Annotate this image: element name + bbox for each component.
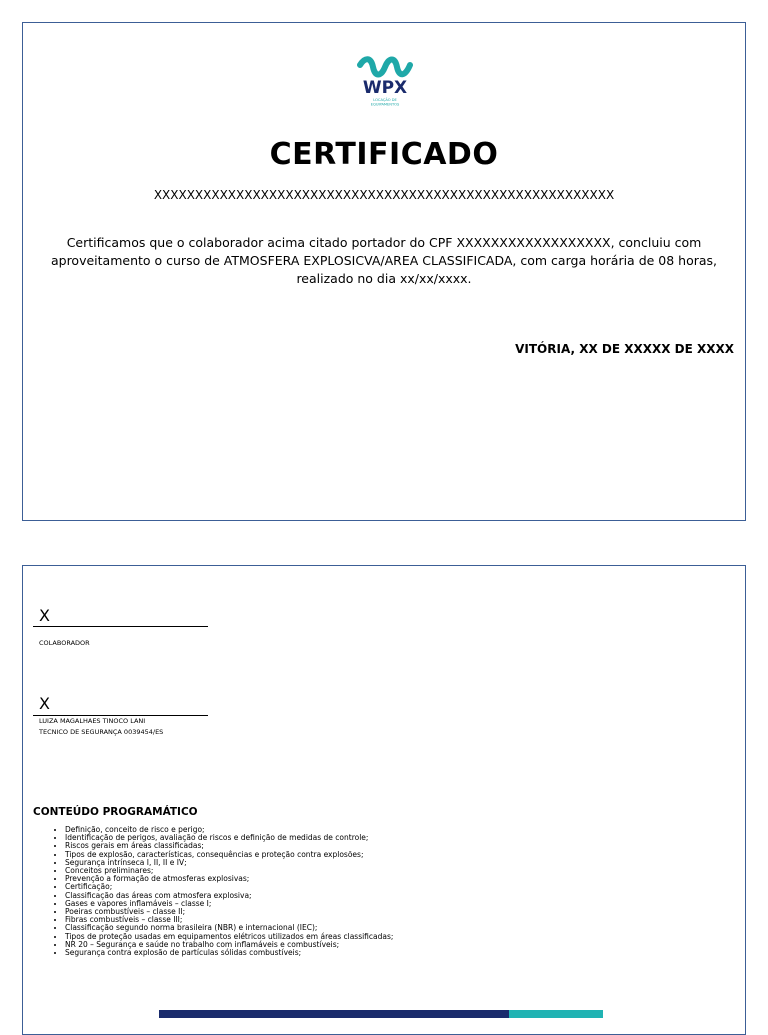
signature-block	[33, 574, 209, 754]
logo-tagline-2: EQUIPAMENTOS	[370, 102, 400, 107]
list-item: • Gases e vapores inflamáveis – classe I;	[65, 900, 705, 908]
technician-title: TECNICO DE SEGURANÇA 0039454/ES	[39, 728, 164, 736]
list-item: • Segurança intrínseca I, II, II e IV;	[65, 859, 705, 867]
certificate-back-page	[22, 565, 746, 1035]
list-item: • Poeiras combustíveis – classe II;	[65, 908, 705, 916]
logo-wordmark: WPX	[362, 78, 408, 98]
footer-bar-teal	[509, 1010, 603, 1018]
list-item: • Definição, conceito de risco e perigo;	[65, 826, 705, 834]
program-list	[49, 826, 705, 957]
collaborator-signature-line	[33, 626, 208, 627]
technician-signature-mark: X	[39, 694, 50, 713]
list-item: • Certificação;	[65, 883, 705, 891]
list-item: • Prevenção a formação de atmosferas explosivas;	[65, 875, 705, 883]
certificate-page	[22, 22, 746, 521]
collaborator-label: COLABORADOR	[39, 639, 90, 647]
list-item: • Riscos gerais em áreas classificadas;	[65, 842, 705, 850]
body-line-3: realizado no dia xx/xx/xxxx.	[296, 271, 472, 286]
list-item: • Classificação segundo norma brasileira (NBR) e internacional (IEC);	[65, 924, 705, 932]
technician-name: LUIZA MAGALHAES TINOCO LANI	[39, 717, 146, 725]
wpx-logo	[357, 55, 413, 111]
certificate-title: CERTIFICADO	[269, 137, 499, 172]
list-item: • Classificação das áreas com atmosfera explosiva;	[65, 892, 705, 900]
certificate-body	[39, 234, 729, 288]
list-item: • Tipos de explosão, características, consequências e proteção contra explosões;	[65, 851, 705, 859]
list-item: • Tipos de proteção usadas em equipamentos elétricos utilizados em áreas classificadas;	[65, 933, 705, 941]
list-item: • Fibras combustíveis – classe III;	[65, 916, 705, 924]
list-item: • Segurança contra explosão de partículas sólidas combustíveis;	[65, 949, 705, 957]
logo-tagline-1: LOCAÇÃO DE	[373, 98, 397, 102]
list-item: • Identificação de perigos, avaliação de riscos e definição de medidas de controle;	[65, 834, 705, 842]
footer-bar-navy	[159, 1010, 509, 1018]
list-item: • Conceitos preliminares;	[65, 867, 705, 875]
collaborator-signature-mark: X	[39, 606, 50, 625]
program-heading: CONTEÚDO PROGRAMÁTICO	[33, 806, 198, 818]
list-item: • NR 20 – Segurança e saúde no trabalho com inflamáveis e combustíveis;	[65, 941, 705, 949]
body-line-2: aproveitamento o curso de ATMOSFERA EXPLOSICVA/AREA CLASSIFICADA, com carga horária de 08 horas,	[50, 253, 718, 268]
date-line: VITÓRIA, XX DE XXXXX DE XXXX	[515, 342, 734, 356]
recipient-name: XXXXXXXXXXXXXXXXXXXXXXXXXXXXXXXXXXXXXXXXXXXXXXXXXXXXXXXX	[153, 188, 615, 202]
body-line-1: Certificamos que o colaborador acima citado portador do CPF XXXXXXXXXXXXXXXXXX, concluiu com	[66, 235, 702, 250]
